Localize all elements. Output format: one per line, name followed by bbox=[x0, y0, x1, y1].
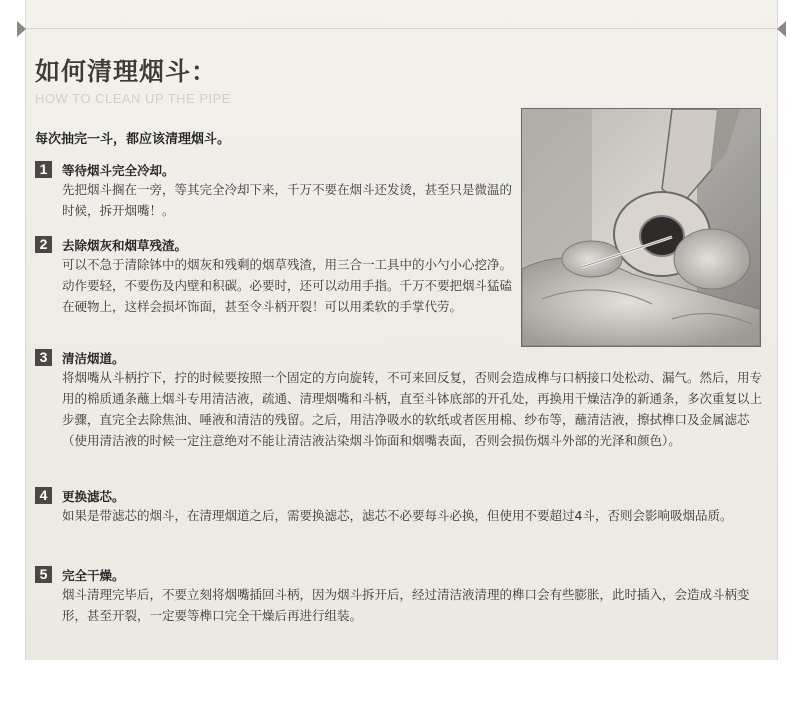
step-title: 清洁烟道。 bbox=[62, 351, 125, 366]
top-rule bbox=[26, 28, 777, 29]
pipe-cleaning-photo bbox=[521, 108, 761, 347]
step-number-badge: 5 bbox=[35, 566, 52, 583]
step-text: 将烟嘴从斗柄拧下，拧的时候要按照一个固定的方向旋转，不可来回反复，否则会造成榫与口柄接口处松动、漏气。然后，用专用的棉质通条蘸上烟斗专用清洁液，疏通、清理烟嘴和斗柄，直至斗钵底部的开孔处，再换用干燥洁净的新通条，多次重复以上步骤，直完全去除焦油、唾液和清洁的残留。之后，用洁净吸水的软纸或者医用棉、纱布等，蘸清洁液，擦拭榫口及金属滤芯（使用清洁液的时候一定注意绝对不能让清洁液沾染烟斗饰面和烟嘴表面，否则会损伤烟斗外部的光泽和颜色）。 bbox=[62, 370, 763, 448]
right-corner-marker bbox=[777, 21, 786, 37]
step-number-badge: 2 bbox=[35, 236, 52, 253]
step-text: 烟斗清理完毕后，不要立刻将烟嘴插回斗柄，因为烟斗拆开后，经过清洁液清理的榫口会有些膨胀，此时插入，会造成斗柄变形，甚至开裂，一定要等榫口完全干燥后再进行组装。 bbox=[62, 587, 750, 623]
step-number-badge: 4 bbox=[35, 487, 52, 504]
left-corner-marker bbox=[17, 21, 26, 37]
page-subtitle: HOW TO CLEAN UP THE PIPE bbox=[35, 91, 231, 106]
step-title: 完全干燥。 bbox=[62, 568, 125, 583]
lead-text: 每次抽完一斗，都应该清理烟斗。 bbox=[35, 132, 231, 147]
step-number-badge: 3 bbox=[35, 349, 52, 366]
step-title: 去除烟灰和烟草残渣。 bbox=[62, 238, 188, 253]
pipe-cleaning-photo-icon bbox=[522, 109, 760, 346]
step-number-badge: 1 bbox=[35, 161, 52, 178]
paper-background bbox=[25, 0, 778, 660]
step-text: 如果是带滤芯的烟斗，在清理烟道之后，需要换滤芯，滤芯不必要每斗必换，但使用不要超过4斗，否则会影响吸烟品质。 bbox=[62, 508, 733, 523]
step-title: 更换滤芯。 bbox=[62, 489, 125, 504]
page-title: 如何清理烟斗： bbox=[35, 57, 218, 86]
step-text: 先把烟斗搁在一旁，等其完全冷却下来，千万不要在烟斗还发烫，甚至只是微温的时候，拆开烟嘴！。 bbox=[62, 182, 513, 218]
step-text: 可以不急于清除钵中的烟灰和残剩的烟草残渣，用三合一工具中的小勺小心挖净。动作要轻，不要伤及内壁和积碳。必要时，还可以动用手指。千万不要把烟斗猛磕在硬物上，这样会损坏饰面，甚至令斗柄开裂！可以用柔软的手掌代劳。 bbox=[62, 257, 513, 314]
step-title: 等待烟斗完全冷却。 bbox=[62, 163, 175, 178]
